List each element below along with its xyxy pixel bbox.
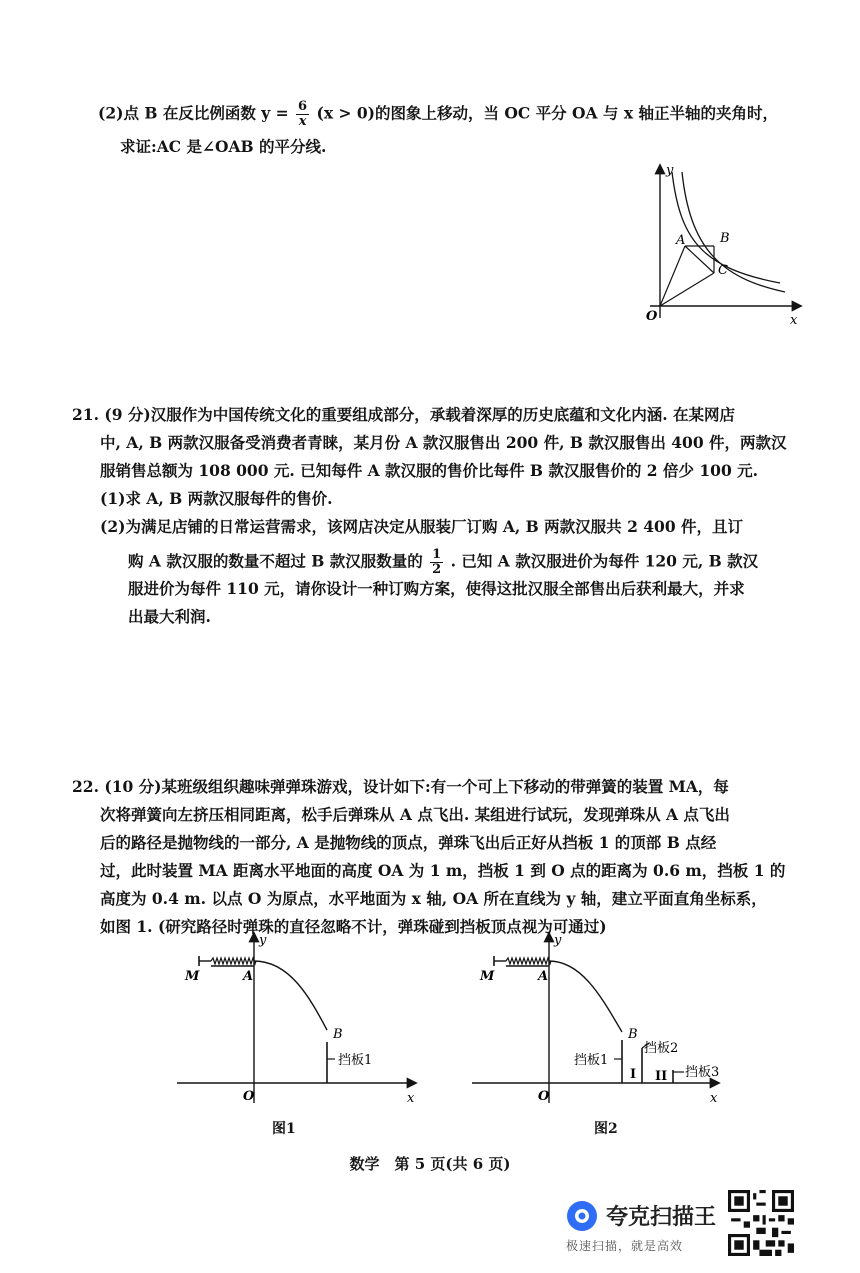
quark-logo-icon: [566, 1200, 598, 1232]
brand-slogan: 极速扫描，就是高效: [566, 1239, 684, 1253]
q20-label-o: O: [646, 309, 658, 324]
half-denominator: 2: [432, 562, 442, 577]
q21-line6: [128, 548, 758, 577]
fig1-label-y: y: [259, 933, 267, 948]
fig2-label-region2: II: [655, 1069, 668, 1084]
q20-text-b: (x > 0)的图象上移动，当 OC 平分 OA 与 x 轴正半轴的夹角时，: [316, 103, 778, 123]
q21-line1: 21. (9 分)汉服作为中国传统文化的重要组成部分，承载着深厚的历史底蕴和文化内涵. 在某网店: [72, 405, 736, 424]
frac-numerator: 6: [298, 99, 308, 114]
q20-label-c: C: [718, 263, 728, 278]
fig2-label-m: M: [480, 969, 495, 984]
fig2-label-a: A: [538, 969, 549, 984]
q20-label-x: x: [790, 313, 798, 328]
q22-line5: 高度为 0.4 m. 以点 O 为原点，水平地面为 x 轴, OA 所在直线为 y 轴，建立平面直角坐标系，: [100, 889, 767, 908]
q21-line3: 服销售总额为 108 000 元. 已知每件 A 款汉服的售价比每件 B 款汉服售价的 2 倍少 100 元.: [100, 461, 759, 480]
fig2-label-o: O: [538, 1089, 550, 1104]
fig1-label-a: A: [243, 969, 254, 984]
fig1-caption: 图1: [272, 1121, 296, 1137]
frac-denominator: x: [298, 114, 307, 129]
q21-line5: (2)为满足店铺的日常运营需求，该网店决定从服装厂订购 A, B 两款汉服共 2 400 件，且订: [100, 517, 743, 536]
q20-curve-outer: [682, 172, 785, 292]
q20-label-b: B: [720, 231, 730, 246]
q20-seg-oa: [660, 246, 685, 306]
q21-line8: 出最大利润.: [128, 607, 211, 626]
q22-line6: 如图 1. (研究路径时弹珠的直径忽略不计，弹珠碰到挡板顶点视为可通过): [100, 917, 607, 936]
fig2-spring: [506, 958, 551, 964]
q21-line4: (1)求 A, B 两款汉服每件的售价.: [100, 489, 333, 508]
q20-seg-oc: [660, 273, 714, 306]
fig1-path: [254, 961, 327, 1030]
q20-figure: [640, 158, 810, 328]
q20-label-y: y: [666, 163, 674, 178]
q20-label-a: A: [676, 233, 686, 248]
fig1-label-x: x: [407, 1091, 415, 1106]
fig1-spring: [211, 958, 256, 964]
fig2-label-board2: 挡板2: [644, 1041, 679, 1056]
fig1-label-o: O: [243, 1089, 255, 1104]
page-footer: 数学 第 5 页(共 6 页): [349, 1155, 511, 1173]
fig2-label-x: x: [710, 1091, 718, 1106]
fig2-path: [549, 961, 622, 1032]
qr-code-icon: [728, 1190, 794, 1256]
fraction-6-over-x: [296, 100, 309, 129]
q21-line7: 服进价为每件 110 元，请你设计一种订购方案，使得这批汉服全部售出后获利最大，并求: [128, 579, 745, 598]
fraction-one-half: [430, 548, 443, 577]
fig1-label-board1: 挡板1: [338, 1053, 373, 1068]
q22-figure1: [175, 928, 425, 1108]
q21-line6-a: 购 A 款汉服的数量不超过 B 款汉服数量的: [128, 551, 423, 571]
fig1-label-m: M: [185, 969, 200, 984]
q22-figure2: [470, 928, 740, 1108]
fig2-label-b: B: [628, 1027, 638, 1042]
q22-line4: 过，此时装置 MA 距离水平地面的高度 OA 为 1 m，挡板 1 到 O 点的距离为 0.6 m，挡板 1 的: [100, 861, 786, 880]
q20-part2-line2: 求证:AC 是∠OAB 的平分线.: [120, 137, 327, 156]
fig2-label-board3: 挡板3: [685, 1065, 720, 1080]
fig1-label-b: B: [333, 1027, 343, 1042]
fig2-label-region1: I: [630, 1067, 637, 1082]
q22-line2: 次将弹簧向左挤压相同距离，松手后弹珠从 A 点飞出. 某组进行试玩，发现弹珠从 A 点飞出: [100, 805, 730, 824]
q20-part2-line1: [98, 100, 778, 129]
q22-line1: 22. (10 分)某班级组织趣味弹弹珠游戏，设计如下:有一个可上下移动的带弹簧的装置 MA，每: [72, 777, 729, 796]
fig2-label-y: y: [554, 933, 562, 948]
q21-line6-b: . 已知 A 款汉服进价为每件 120 元, B 款汉: [450, 551, 759, 571]
fig2-caption: 图2: [594, 1121, 618, 1137]
q22-line3: 后的路径是抛物线的一部分, A 是抛物线的顶点，弹珠飞出后正好从挡板 1 的顶部 B 点经: [100, 833, 717, 852]
q21-line2: 中, A, B 两款汉服备受消费者青睐，某月份 A 款汉服售出 200 件, B 款汉服售出 400 件，两款汉: [100, 433, 787, 452]
q20-seg-ac: [685, 246, 714, 273]
half-numerator: 1: [432, 547, 442, 562]
q20-text-a: (2)点 B 在反比例函数 y =: [98, 103, 289, 123]
brand-watermark: [562, 1194, 802, 1258]
fig2-label-board1: 挡板1: [574, 1053, 609, 1068]
brand-name: 夸克扫描王: [606, 1205, 717, 1230]
